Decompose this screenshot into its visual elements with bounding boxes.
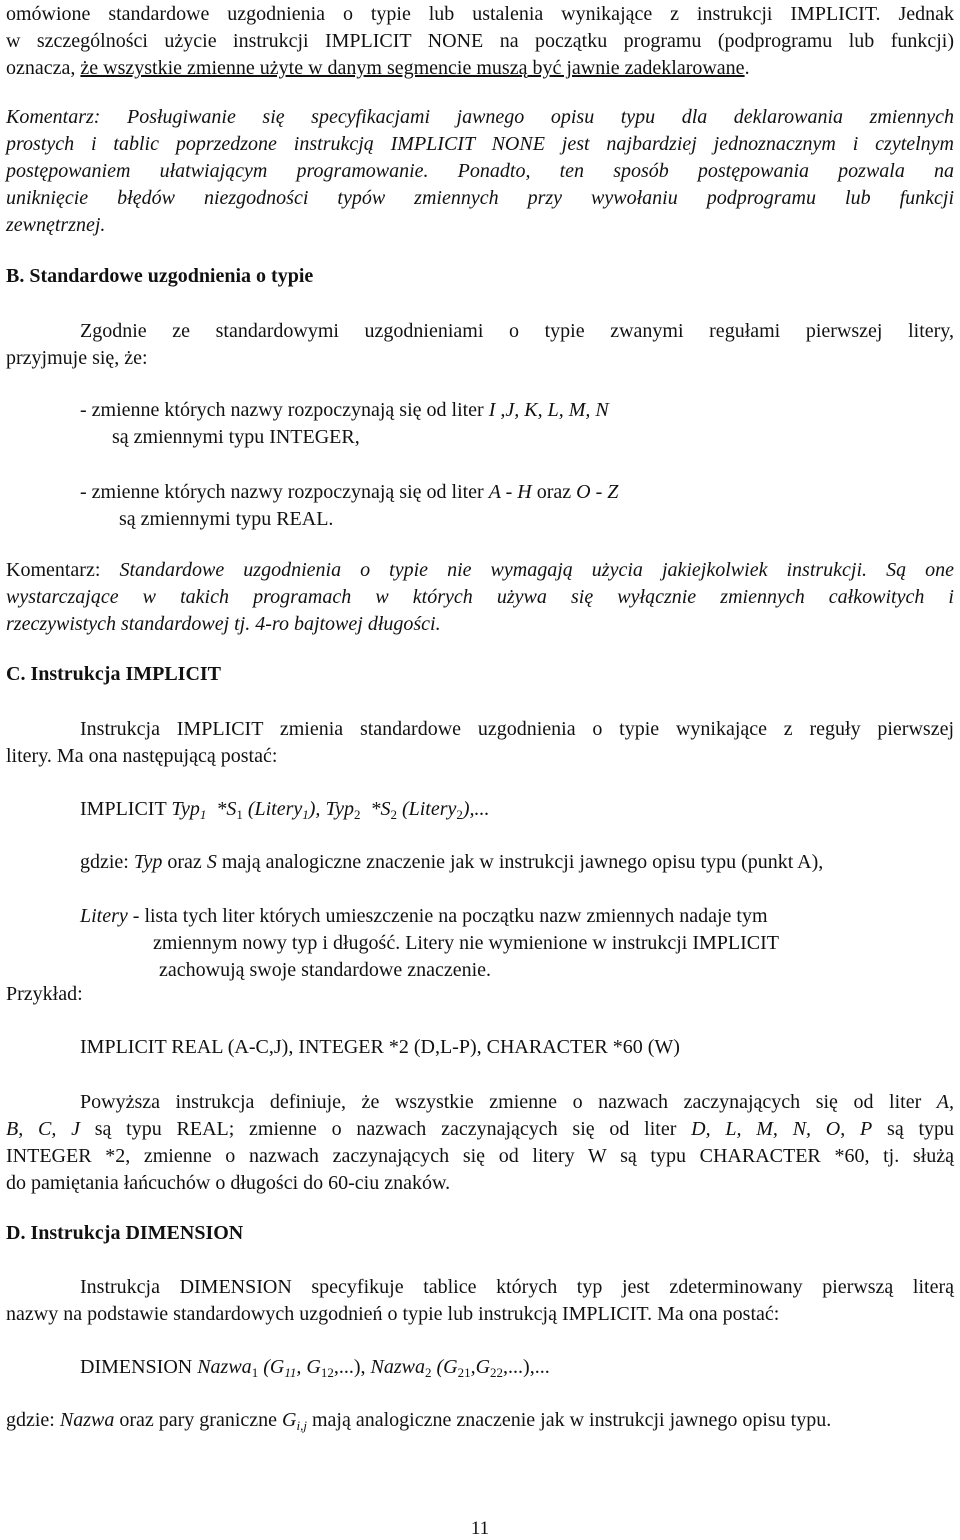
rule-item-integer: - zmienne których nazwy rozpoczynają się od liter I ,J, K, L, M, N są zmiennymi typu INTEGER, [80, 399, 609, 448]
comment1-line-4: uniknięcie błędów niezgodności typów zmiennych przy wywołaniu podprogramu lub funkcji [6, 187, 954, 209]
section-c-heading: C. Instrukcja IMPLICIT [6, 663, 222, 685]
comment1-line-5: zewnętrznej. [6, 214, 106, 236]
comment-paragraph-1 [6, 104, 954, 239]
page-number: 11 [470, 1518, 490, 1539]
implicit-litery-desc: Litery - lista tych liter których umieszczenie na początku nazw zmiennych nadaje tym zmiennym nowy typ i długość. Litery nie wymienione w instrukcji IMPLICIT zachowują swoje standardowe znaczenie. [80, 905, 780, 981]
implicit-syntax: IMPLICIT Typ$_1$ $*S_1$ (Litery$_1$), Typ$_2$ $*S_2$ (Litery$_2$),... [80, 798, 490, 822]
intro-line-2: w szczególności użycie instrukcji IMPLICIT NONE na początku programu (podprogramu lub funkcji) [6, 30, 954, 52]
underlined-text: że wszystkie zmienne użyte w danym segmencie muszą być jawnie zadeklarowane [80, 57, 745, 79]
rule-item-real: - zmienne których nazwy rozpoczynają się od liter A - H oraz O - Z są zmiennymi typu REAL. [80, 481, 619, 530]
section-d-heading: D. Instrukcja DIMENSION [6, 1222, 244, 1244]
comment1-line-1: Komentarz: Posługiwanie się specyfikacjami jawnego opisu typu dla deklarowania zmiennych [6, 106, 954, 128]
comment-paragraph-2: Komentarz: Standardowe uzgodnienia o typie nie wymagają użycia jakiejkolwiek instrukcji. Są one wystarczające w takich programach w których używa się wyłącznie zmiennych całkowitych i rzeczywistych standardowej tj. 4-ro bajtowej długości. [6, 559, 954, 635]
comment1-line-2: prostych i tablic poprzedzone instrukcją IMPLICIT NONE jest najbardziej jednoznacznym i czytelnym [6, 133, 954, 155]
implicit-example-desc: Powyższa instrukcja definiuje, że wszystkie zmienne o nazwach zaczynających się od liter A, B, C, J są typu REAL; zmienne o nazwach zaczynających się od liter D, L, M, N, O, P są typu INTEGER *2, zmienne o nazwach zaczynających się od litery W są typu CHARACTER *60, tj. służą do pamiętania łańcuchów o długości do 60-ciu znaków. [6, 1091, 955, 1194]
dimension-where: gdzie: Nazwa oraz pary graniczne $G_{i,j}$ mają analogiczne znaczenie jak w instrukcji jawnego opisu typu. [6, 1409, 832, 1433]
section-d-paragraph: Instrukcja DIMENSION specyfikuje tablice których typ jest zdeterminowany pierwszą literą nazwy na podstawie standardowych uzgodnień o typie lub instrukcją IMPLICIT. Ma ona postać: [6, 1276, 954, 1325]
dimension-syntax: DIMENSION Nazwa$_1$ ($G_{11}$, $G_{12}$,...), Nazwa$_2$ $(G_{21},G_{22},...)$,... [80, 1356, 550, 1380]
implicit-example: IMPLICIT REAL (A-C,J), INTEGER *2 (D,L-P), CHARACTER *60 (W) [80, 1036, 680, 1058]
intro-paragraph [6, 1, 954, 82]
section-b-paragraph [6, 318, 954, 372]
section-b-heading: B. Standardowe uzgodnienia o typie [6, 265, 314, 287]
section-b-line-1: Zgodnie ze standardowymi uzgodnieniami o typie zwanymi regułami pierwszej litery, [80, 320, 954, 342]
intro-line-1: omówione standardowe uzgodnienia o typie lub ustalenia wynikające z instrukcji IMPLICIT. Jednak [6, 3, 954, 25]
section-b-line-2: przyjmuje się, że: [6, 347, 148, 369]
section-c-paragraph: Instrukcja IMPLICIT zmienia standardowe uzgodnienia o typie wynikające z reguły pierwszej litery. Ma ona następującą postać: [6, 718, 954, 767]
intro-line-3: oznacza, że wszystkie zmienne użyte w danym segmencie muszą być jawnie zadeklarowane. [6, 57, 750, 79]
comment1-line-3: postępowaniem ułatwiającym programowanie. Ponadto, ten sposób postępowania pozwala na [6, 160, 954, 182]
example-label: Przykład: [6, 983, 83, 1005]
implicit-where: gdzie: Typ oraz S mają analogiczne znaczenie jak w instrukcji jawnego opisu typu (punkt A), [80, 851, 824, 873]
